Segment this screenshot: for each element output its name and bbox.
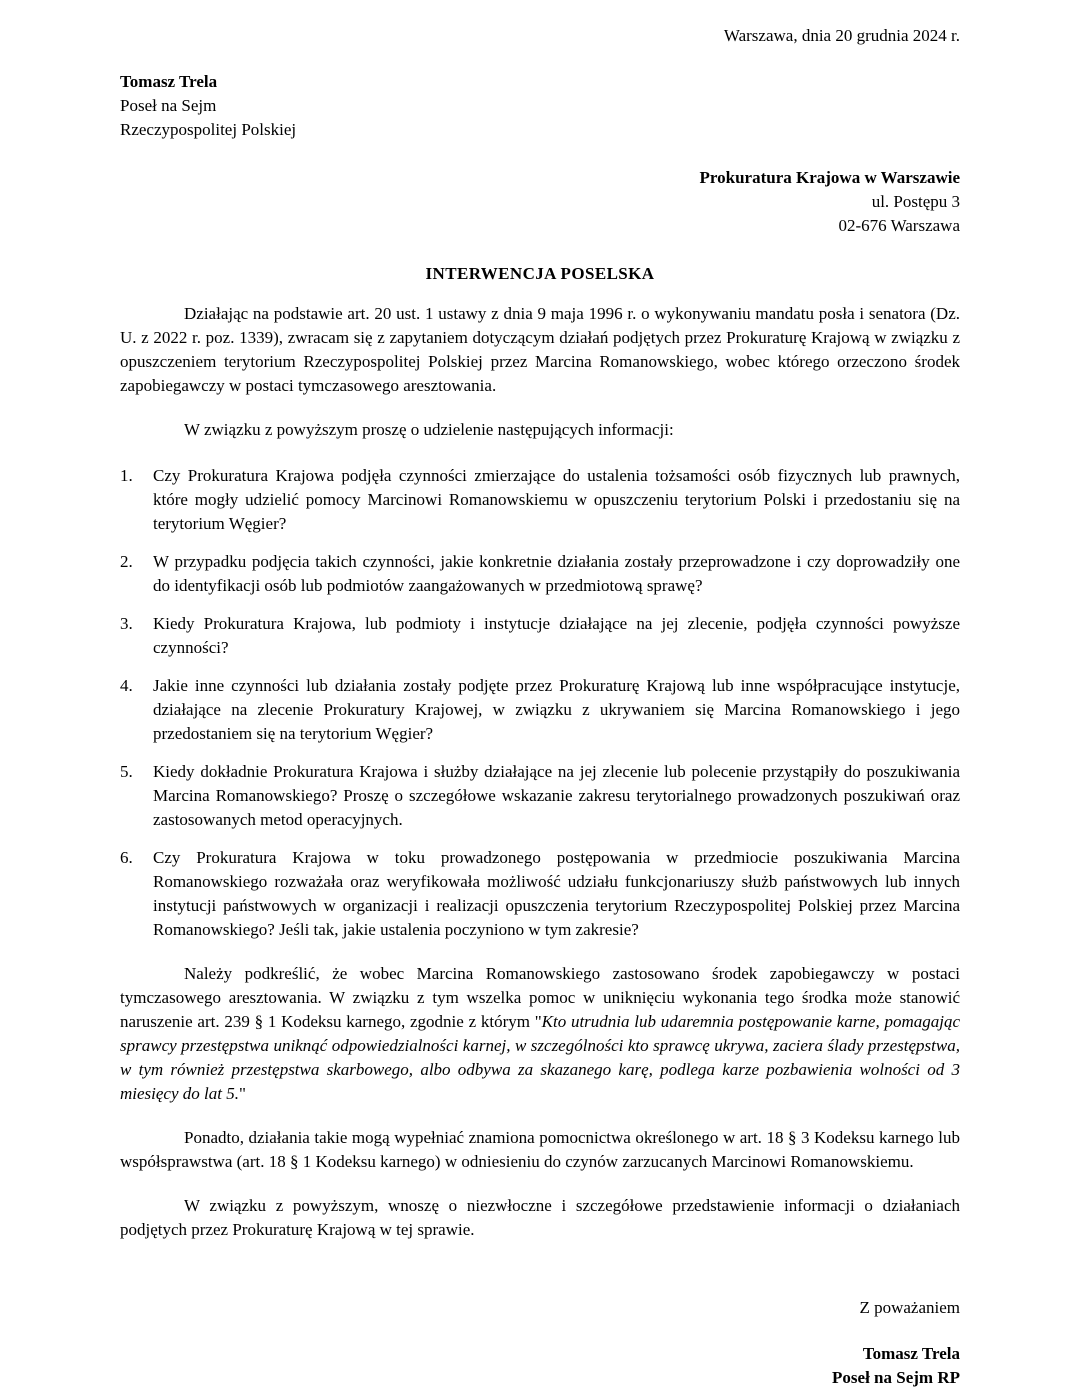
recipient-street: ul. Postępu 3 [871,192,960,211]
sender-name: Tomasz Trela [120,72,218,91]
question-item-1 [120,464,960,536]
legal-text-after-quote: " [238,1084,246,1103]
intro-paragraph: Działając na podstawie art. 20 ust. 1 ustawy z dnia 9 maja 1996 r. o wykonywaniu mandatu posła i senatora (Dz. U. z 2022 r. poz. 1339), zwracam się z zapytaniem dotyczącym działań podjętych przez Prokuraturę Krajową w związku z opuszczeniem terytorium Rzeczypospolitej Polskiej przez Marcina Romanowskiego, wobec którego orzeczono środek zapobiegawczy w postaci tymczasowego aresztowania. [120,304,960,395]
question-text: Kiedy dokładnie Prokuratura Krajowa i służby działające na jej zlecenie lub polecenie przystąpiły do poszukiwania Marcina Romanowskiego? Proszę o szczegółowe wskazanie zakresu terytorialnego prowadzonych poszukiwań oraz zastosowanych metod operacyjnych. [153,762,960,829]
question-text: Czy Prokuratura Krajowa podjęła czynności zmierzające do ustalenia tożsamości osób fizycznych lub prawnych, które mogły udzielić pomocy Marcinowi Romanowskiemu w opuszczeniu terytorium Polski i przedostaniu się na terytorium Węgier? [153,466,960,533]
sender-org: Rzeczypospolitej Polskiej [120,120,297,139]
legal-paragraph [120,962,960,1106]
question-number: 5. [120,762,133,781]
question-item-6 [120,846,960,942]
aiding-paragraph: Ponadto, działania takie mogą wypełniać znamiona pomocnictwa określonego w art. 18 § 3 Kodeksu karnego lub współsprawstwa (art. 18 § 1 Kodeksu karnego) w odniesieniu do czynów zarzucanych Marcinowi Romanowskiemu. [120,1128,960,1171]
document-title: INTERWENCJA POSELSKA [425,264,655,283]
question-item-2 [120,550,960,598]
question-text: Czy Prokuratura Krajowa w toku prowadzonego postępowania w przedmiocie poszukiwania Marcina Romanowskiego rozważała oraz weryfikowała możliwość udziału funkcjonariuszy służb państwowych lub innych instytucji państwowych w organizacji i realizacji opuszczenia terytorium Rzeczypospolitej Polskiej przez Marcina Romanowskiego? Jeśli tak, jakie ustalenia poczyniono w tym zakresie? [153,848,960,939]
sender-role: Poseł na Sejm [120,96,217,115]
question-number: 6. [120,848,133,867]
question-list [120,464,960,942]
recipient-city: 02-676 Warszawa [838,216,960,235]
statute-quote: Kto utrudnia lub udaremnia postępowanie karne, pomagając sprawcy przestępstwa uniknąć odpowiedzialności karnej, w szczególności kto sprawcę ukrywa, zaciera ślady przestępstwa, w tym również przestępstwa skarbowego, albo odbywa za skazanego karę, podlega karze pozbawienia wolności od 3 miesięcy do lat 5. [120,1012,960,1103]
recipient-block [120,166,960,238]
question-number: 2. [120,552,133,571]
signature-name: Tomasz Trela [862,1344,960,1363]
valediction: Z poważaniem [859,1298,960,1317]
question-number: 4. [120,676,133,695]
closing-paragraph: W związku z powyższym, wnoszę o niezwłoczne i szczegółowe przedstawienie informacji o działaniach podjętych przez Prokuraturę Krajową w tej sprawie. [120,1196,960,1239]
sender-block [120,70,960,142]
question-text: W przypadku podjęcia takich czynności, jakie konkretnie działania zostały przeprowadzone i czy doprowadziły one do identyfikacji osób lub podmiotów zaangażowanych w przedmiotową sprawę? [153,552,960,595]
recipient-name: Prokuratura Krajowa w Warszawie [699,168,960,187]
question-number: 1. [120,466,133,485]
question-item-4 [120,674,960,746]
question-text: Jakie inne czynności lub działania zostały podjęte przez Prokuraturę Krajową lub inne współpracujące instytucje, działające na zlecenie Prokuratury Krajowej, w związku z ukrywaniem się Marcina Romanowskiego i jego przedostaniem się na terytorium Węgier? [153,676,960,743]
legal-text-before-quote: Należy podkreślić, że wobec Marcina Romanowskiego zastosowano środek zapobiegawczy w postaci tymczasowego aresztowania. W związku z tym wszelka pomoc w uniknięciu wykonania tego środka może stanowić naruszenie art. 239 § 1 Kodeksu karnego, zgodnie z którym " [120,964,960,1031]
signature-block [120,1342,960,1390]
question-item-3 [120,612,960,660]
date-line: Warszawa, dnia 20 grudnia 2024 r. [723,26,960,45]
request-line: W związku z powyższym proszę o udzielenie następujących informacji: [184,420,674,439]
question-item-5 [120,760,960,832]
signature-role: Poseł na Sejm RP [832,1368,960,1387]
question-text: Kiedy Prokuratura Krajowa, lub podmioty i instytucje działające na jej zlecenie, podjęła czynności powyższe czynności? [153,614,960,657]
question-number: 3. [120,614,133,633]
